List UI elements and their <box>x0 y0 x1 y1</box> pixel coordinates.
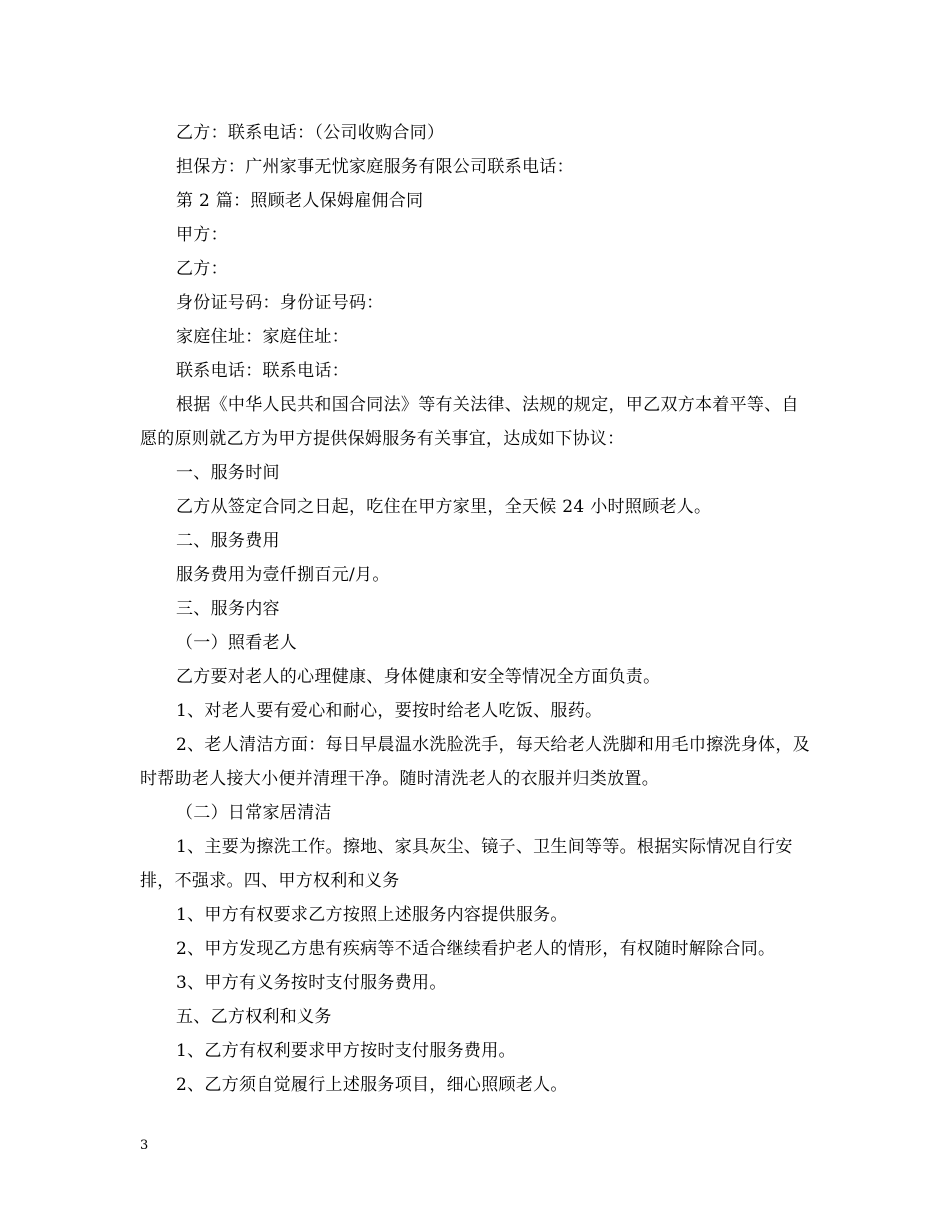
section-heading-service-time: 一、服务时间 <box>176 463 280 483</box>
section-heading-service-content: 三、服务内容 <box>176 599 280 619</box>
subsection-heading-home-cleaning: （二）日常家居清洁 <box>176 803 332 823</box>
page-number: 3 <box>140 1138 149 1153</box>
paragraph-guarantor: 担保方：广州家事无忧家庭服务有限公司联系电话： <box>176 157 574 177</box>
paragraph-service-time: 乙方从签定合同之日起，吃住在甲方家里，全天候 24 小时照顾老人。 <box>176 497 712 517</box>
paragraph-home-address: 家庭住址：家庭住址： <box>176 327 349 347</box>
contract-body <box>140 116 816 1102</box>
paragraph-contact-phone: 联系电话：联系电话： <box>176 361 349 381</box>
list-item-party-a-right-2: 2、甲方发现乙方患有疾病等不适合继续看护老人的情形，有权随时解除合同。 <box>176 939 776 959</box>
list-item-party-a-right-1: 1、甲方有权要求乙方按照上述服务内容提供服务。 <box>176 905 568 925</box>
list-item-care-2: 2、老人清洁方面：每日早晨温水洗脸洗手，每天给老人洗脚和用毛巾擦洗身体，及时帮助老人接大小便并清理干净。随时清洗老人的衣服并归类放置。 <box>140 735 810 789</box>
list-item-party-a-duty-3: 3、甲方有义务按时支付服务费用。 <box>176 973 447 993</box>
paragraph-elder-care-responsibility: 乙方要对老人的心理健康、身体健康和安全等情况全方面负责。 <box>176 667 661 687</box>
subsection-heading-elder-care: （一）照看老人 <box>176 633 298 653</box>
paragraph-preamble: 根据《中华人民共和国合同法》等有关法律、法规的规定，甲乙双方本着平等、自愿的原则就乙方为甲方提供保姆服务有关事宜，达成如下协议： <box>140 395 799 449</box>
paragraph-chapter-title: 第 2 篇：照顾老人保姆雇佣合同 <box>176 191 424 211</box>
list-item-party-b-duty-2: 2、乙方须自觉履行上述服务项目，细心照顾老人。 <box>176 1075 568 1095</box>
paragraph-id-number: 身份证号码：身份证号码： <box>176 293 384 313</box>
paragraph-party-a: 甲方： <box>176 225 228 245</box>
list-item-cleaning-1: 1、主要为擦洗工作。擦地、家具灰尘、镜子、卫生间等等。根据实际情况自行安排，不强求。四、甲方权利和义务 <box>140 837 793 891</box>
paragraph-party-b: 乙方： <box>176 259 228 279</box>
section-heading-service-fee: 二、服务费用 <box>176 531 280 551</box>
list-item-care-1: 1、对老人要有爱心和耐心，要按时给老人吃饭、服药。 <box>176 701 603 721</box>
list-item-party-b-right-1: 1、乙方有权利要求甲方按时支付服务费用。 <box>176 1041 516 1061</box>
paragraph-service-fee: 服务费用为壹仟捌百元/月。 <box>176 565 390 585</box>
section-heading-party-b-rights: 五、乙方权利和义务 <box>176 1007 332 1027</box>
paragraph-party-b-phone: 乙方：联系电话：（公司收购合同） <box>176 123 445 143</box>
